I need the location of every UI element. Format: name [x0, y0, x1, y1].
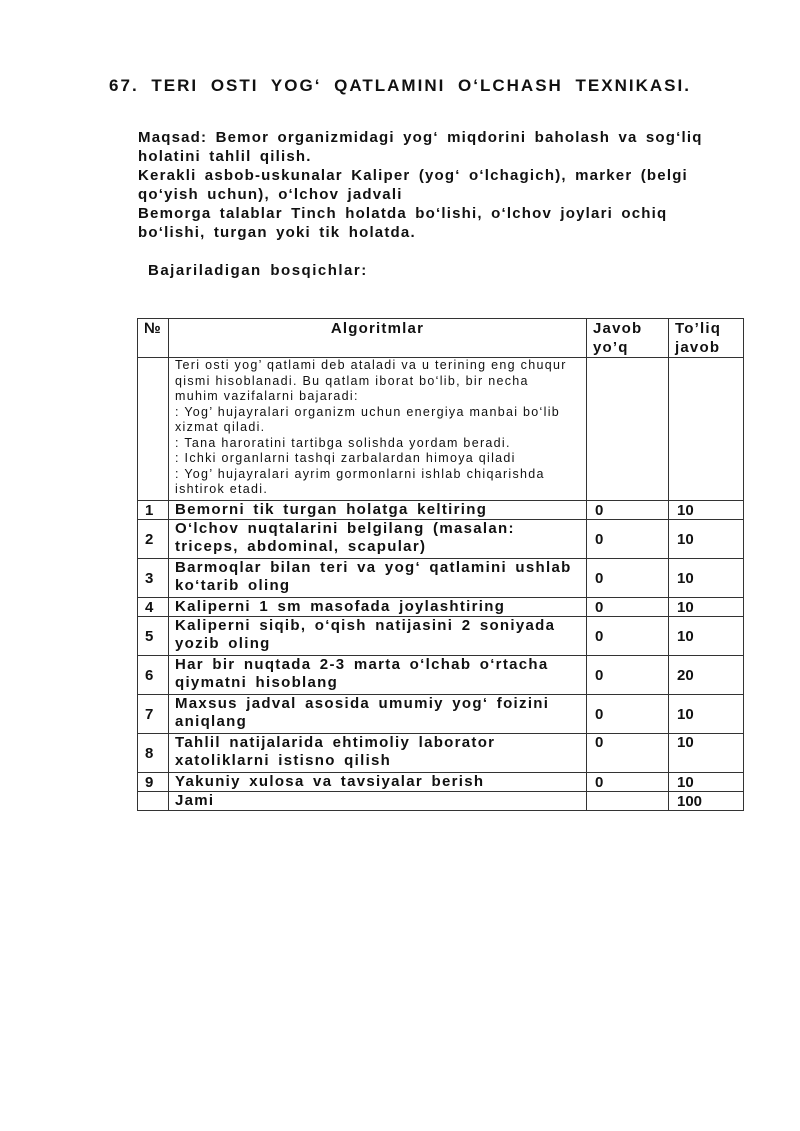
table-row [138, 501, 744, 520]
total-row [138, 792, 744, 811]
description-line: : Yog’ hujayralari ayrim gormonlarni ishlab chiqarishda [175, 466, 545, 481]
description-no-cell [587, 358, 669, 501]
row-no-answer: 0 [587, 773, 669, 792]
row-step: Tahlil natijalarida ehtimoliy laborator xatoliklarni istisno qilish [169, 734, 587, 773]
row-step: Yakuniy xulosa va tavsiyalar berish [169, 773, 587, 792]
row-no-answer: 0 [587, 501, 669, 520]
description-line: muhim vazifalarni bajaradi: [175, 389, 359, 403]
row-full-answer: 10 [669, 773, 744, 792]
row-full-answer: 10 [669, 559, 744, 598]
description-line: : Tana haroratini tartibga solishda yordam beradi. [175, 435, 511, 450]
row-step: Kaliperni 1 sm masofada joylashtiring [169, 598, 587, 617]
table-row [138, 598, 744, 617]
algorithm-table [137, 318, 744, 811]
row-full-answer: 10 [669, 734, 744, 773]
intro-line: bo‘lishi, turgan yoki tik holatda. [138, 224, 416, 241]
row-number: 8 [138, 734, 169, 773]
total-value: 100 [669, 792, 744, 811]
table-row [138, 617, 744, 656]
table-row [138, 520, 744, 559]
row-number: 4 [138, 598, 169, 617]
row-full-answer: 10 [669, 520, 744, 559]
intro-line: Kerakli asbob-uskunalar Kaliper (yog‘ o‘lchagich), marker (belgi [138, 167, 688, 184]
row-no-answer: 0 [587, 656, 669, 695]
description-line: : Ichki organlarni tashqi zarbalardan himoya qiladi [175, 451, 516, 465]
row-no-answer: 0 [587, 617, 669, 656]
total-num-cell [138, 792, 169, 811]
description-line: ishtirok etadi. [175, 482, 269, 496]
row-step: Bemorni tik turgan holatga keltiring [169, 501, 587, 520]
description-line: xizmat qiladi. [175, 420, 266, 434]
description-cell [169, 358, 587, 501]
row-number: 7 [138, 695, 169, 734]
description-line: : Yog’ hujayralari organizm uchun energiya manbai bo‘lib [175, 404, 561, 419]
header-algorithms: Algoritmlar [169, 319, 587, 358]
description-num-cell [138, 358, 169, 501]
description-line: qismi hisoblanadi. Bu qatlam iborat bo‘lib, bir necha [175, 373, 529, 388]
row-step: Kaliperni siqib, o‘qish natijasini 2 soniyada yozib oling [169, 617, 587, 656]
row-no-answer: 0 [587, 598, 669, 617]
table-row [138, 559, 744, 598]
intro-line: qo‘yish uchun), o‘lchov jadvali [138, 186, 403, 203]
steps-heading: Bajariladigan bosqichlar: [148, 262, 368, 279]
row-full-answer: 20 [669, 656, 744, 695]
intro-line: Bemorga talablar Tinch holatda bo‘lishi, o‘lchov joylari ochiq [138, 205, 668, 222]
intro-line: Maqsad: Bemor organizmidagi yog‘ miqdorini baholash va sog‘liq [138, 129, 703, 146]
row-full-answer: 10 [669, 617, 744, 656]
row-full-answer: 10 [669, 501, 744, 520]
row-no-answer: 0 [587, 734, 669, 773]
header-no-answer: Javob yo’q [587, 319, 669, 358]
row-number: 1 [138, 501, 169, 520]
header-number: № [138, 319, 169, 358]
row-no-answer: 0 [587, 559, 669, 598]
table-row [138, 773, 744, 792]
table-row [138, 734, 744, 773]
row-step: Har bir nuqtada 2-3 marta o‘lchab o‘rtacha qiymatni hisoblang [169, 656, 587, 695]
row-number: 9 [138, 773, 169, 792]
row-number: 3 [138, 559, 169, 598]
row-no-answer: 0 [587, 695, 669, 734]
page-title: 67. TERI OSTI YOG‘ QATLAMINI O‘LCHASH TEXNIKASI. [109, 76, 691, 95]
row-step: Barmoqlar bilan teri va yog‘ qatlamini ushlab ko‘tarib oling [169, 559, 587, 598]
intro-line: holatini tahlil qilish. [138, 148, 312, 165]
row-number: 5 [138, 617, 169, 656]
row-no-answer: 0 [587, 520, 669, 559]
row-number: 6 [138, 656, 169, 695]
row-step: O‘lchov nuqtalarini belgilang (masalan: triceps, abdominal, scapular) [169, 520, 587, 559]
header-full-answer: To’liq javob [669, 319, 744, 358]
table-row [138, 695, 744, 734]
intro-block [138, 128, 758, 242]
table-row [138, 656, 744, 695]
description-line: Teri osti yog’ qatlami deb ataladi va u terining eng chuqur [175, 358, 567, 372]
row-full-answer: 10 [669, 598, 744, 617]
total-label: Jami [169, 792, 587, 811]
row-step: Maxsus jadval asosida umumiy yog‘ foizini aniqlang [169, 695, 587, 734]
description-full-cell [669, 358, 744, 501]
table-header-row [138, 319, 744, 358]
row-number: 2 [138, 520, 169, 559]
row-full-answer: 10 [669, 695, 744, 734]
total-no-cell [587, 792, 669, 811]
description-row [138, 358, 744, 501]
